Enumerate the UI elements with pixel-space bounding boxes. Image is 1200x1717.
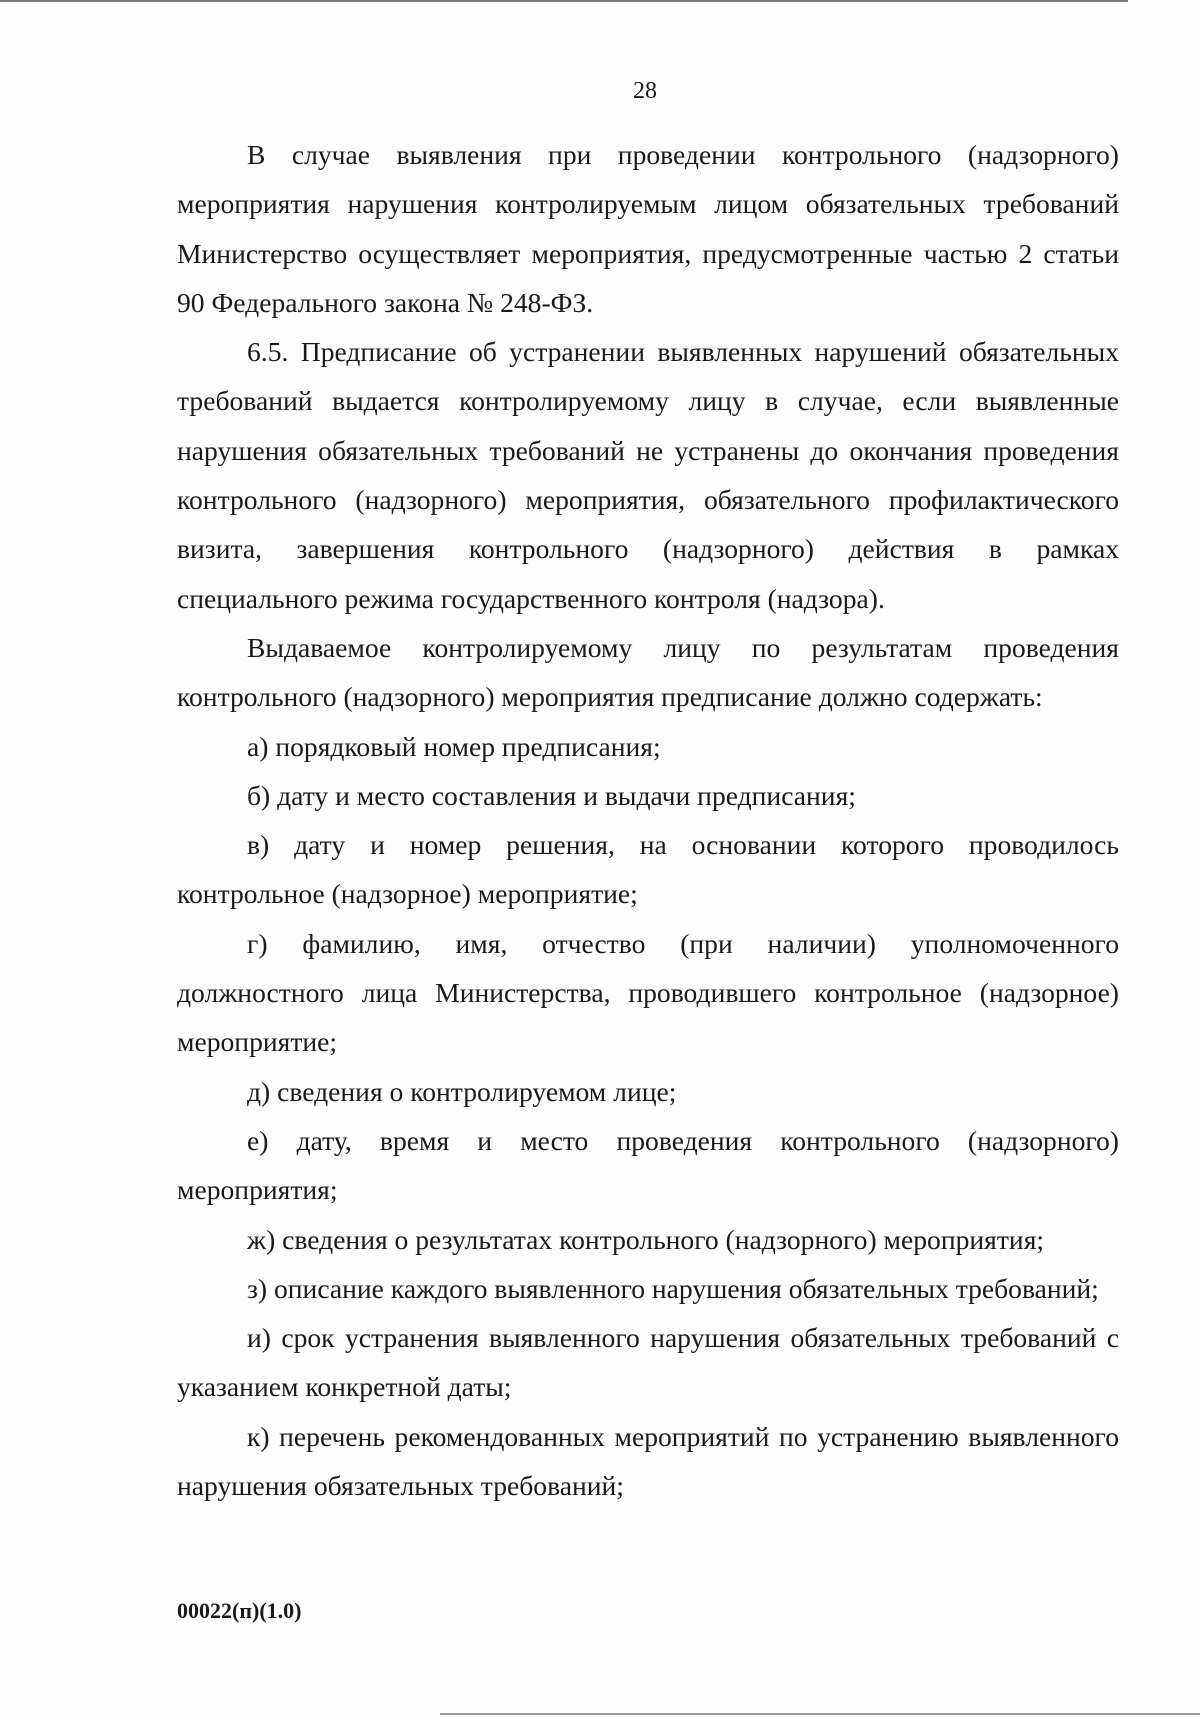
document-body — [177, 130, 1119, 1510]
list-item-z: з) описание каждого выявленного нарушения обязательных требований; — [247, 1272, 1099, 1304]
list-item-e: е) дату, время и место проведения контрольного (надзорного) мероприятия; — [177, 1124, 1119, 1206]
paragraph-violation-measures: В случае выявления при проведении контрольного (надзорного) мероприятия нарушения контролируемым лицом обязательных требований Министерство осуществляет мероприятия, предусмотренные частью 2 статьи 90 Федерального закона № 248-ФЗ. — [177, 139, 1119, 318]
list-item-a: а) порядковый номер предписания; — [247, 730, 661, 762]
paragraph-6-5-prescription: 6.5. Предписание об устранении выявленных нарушений обязательных требований выдается контролируемому лицу в случае, если выявленные нарушения обязательных требований не устранены до окончания проведения контрольного (надзорного) мероприятия, обязательного профилактического визита, завершения контрольного (надзорного) действия в рамках специального режима государственного контроля (надзора). — [177, 336, 1119, 614]
list-item-b: б) дату и место составления и выдачи предписания; — [247, 779, 856, 811]
list-item-g: г) фамилию, имя, отчество (при наличии) уполномоченного должностного лица Министерства, проводившего контрольное (надзорное) мероприятие; — [177, 927, 1119, 1058]
list-item-v: в) дату и номер решения, на основании которого проводилось контрольное (надзорное) мероприятие; — [177, 829, 1119, 910]
list-item-zh: ж) сведения о результатах контрольного (надзорного) мероприятия; — [247, 1223, 1045, 1255]
scan-edge-bottom — [440, 1713, 1200, 1715]
list-item-k: к) перечень рекомендованных мероприятий по устранению выявленного нарушения обязательных требований; — [177, 1420, 1119, 1502]
list-item-d: д) сведения о контролируемом лице; — [247, 1075, 677, 1107]
paragraph-prescription-contents: Выдаваемое контролируемому лицу по результатам проведения контрольного (надзорного) мероприятия предписание должно содержать: — [177, 631, 1119, 713]
page-number: 28 — [633, 78, 657, 104]
scan-edge-top — [0, 0, 1128, 2]
footer-document-code: 00022(п)(1.0) — [177, 1598, 302, 1623]
list-item-i: и) срок устранения выявленного нарушения обязательных требований с указанием конкретной даты; — [177, 1322, 1119, 1403]
